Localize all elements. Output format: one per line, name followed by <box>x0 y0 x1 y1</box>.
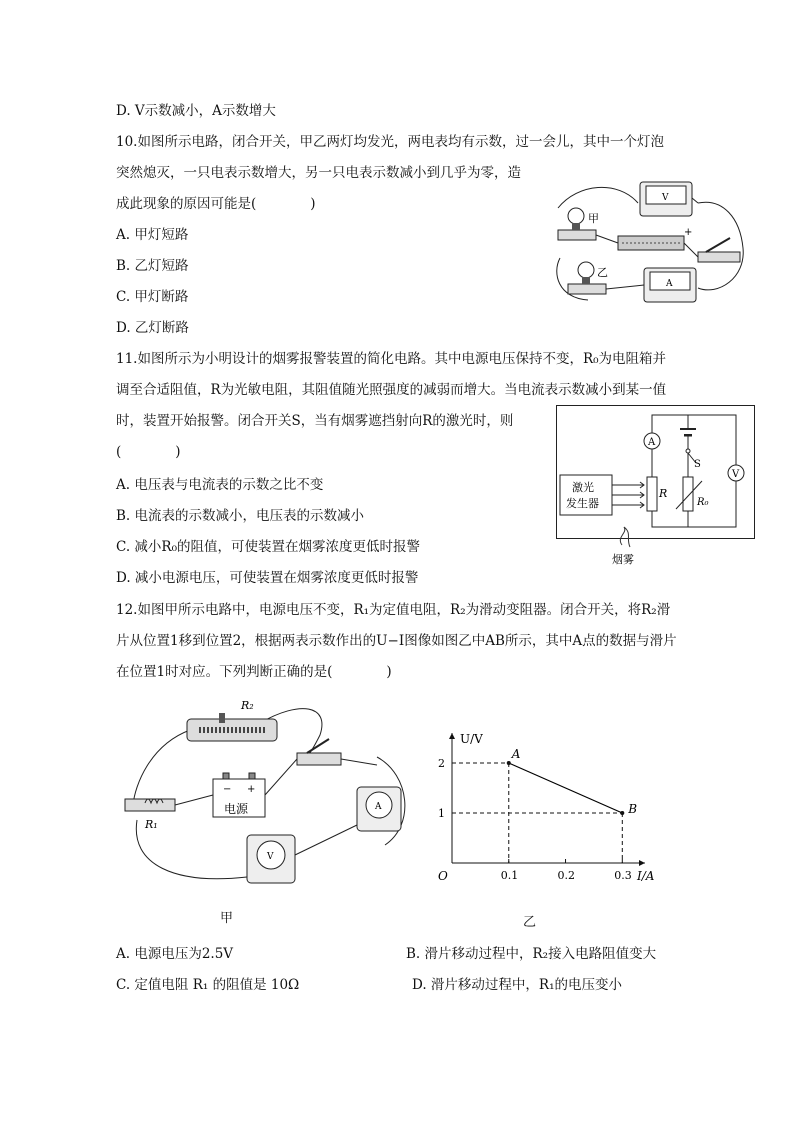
switch-icon <box>698 238 740 262</box>
r2-label: R₂ <box>241 699 254 712</box>
q11-stem-line3: 时，装置开始报警。闭合开关S，当有烟雾遮挡射向R的激光时，则 <box>116 413 514 429</box>
rheostat-r2 <box>187 713 277 741</box>
data-point-b <box>620 811 624 815</box>
plus-sign: + <box>684 227 693 238</box>
q11-option-d: D. 减小电源电压，可使装置在烟雾浓度更低时报警 <box>116 570 419 586</box>
origin-label: O <box>438 869 448 883</box>
q10-option-c: C. 甲灯断路 <box>116 289 189 305</box>
laser-label-2: 发生器 <box>566 497 599 510</box>
point-label-a: A <box>511 747 521 761</box>
y-tick-label: 1 <box>438 807 445 820</box>
x-tick-label: 0.2 <box>557 869 576 882</box>
q12-option-a: A. 电源电压为2.5V <box>116 946 234 962</box>
ammeter-label: A <box>666 279 673 289</box>
x-axis-label: I/A <box>637 869 655 883</box>
q12-option-c: C. 定值电阻 R₁ 的阻值是 10Ω <box>116 977 300 993</box>
figure-jia-caption: 甲 <box>220 911 234 926</box>
lamp-jia-label: 甲 <box>588 212 599 225</box>
photoresistor-r <box>647 477 657 511</box>
plus-sign: + <box>247 784 256 795</box>
q10-stem-line3: 成此现象的原因可能是( ) <box>116 196 316 212</box>
y-axis-label: U/V <box>460 732 483 746</box>
q10-stem-line1: 10.如图所示电路，闭合开关，甲乙两灯均发光，两电表均有示数，过一会儿，其中一个灯泡 <box>116 134 664 150</box>
q12-stem-line2: 片从位置1移到位置2，根据两表示数作出的U−I图像如图乙中AB所示，其中A点的数据与滑片 <box>116 633 677 649</box>
laser-label-1: 激光 <box>572 481 594 494</box>
q11-stem-line4: ( ) <box>116 444 181 460</box>
voltmeter-label: V <box>267 852 274 862</box>
q12-option-d: D. 滑片移动过程中，R₁的电压变小 <box>412 977 623 993</box>
q11-option-a: A. 电压表与电流表的示数之比不变 <box>116 477 324 493</box>
q12-stem-line3: 在位置1时对应。下列判断正确的是( ) <box>116 664 392 680</box>
figure-yi-caption: 乙 <box>523 915 537 930</box>
q11-stem-line2: 调至合适阻值，R为光敏电阻，其阻值随光照强度的减弱而增大。当电流表示数减小到某一值 <box>116 382 667 398</box>
q10-option-b: B. 乙灯短路 <box>116 258 189 274</box>
point-label-b: B <box>628 802 638 816</box>
voltmeter-label: V <box>662 193 669 203</box>
r1-label: R₁ <box>145 818 158 831</box>
q9-option-d: D. V示数减小，A示数增大 <box>116 103 276 119</box>
smoke-label: 烟雾 <box>612 553 634 566</box>
q11-option-b: B. 电流表的示数减小，电压表的示数减小 <box>116 508 365 524</box>
battery-block <box>618 236 684 250</box>
q10-stem-line2: 突然熄灭，一只电表示数增大，另一只电表示数减小到几乎为零，造 <box>116 165 521 181</box>
resistor-box-r0 <box>683 477 693 511</box>
switch-icon <box>297 739 341 765</box>
q11-option-c: C. 减小R₀的阻值，可使装置在烟雾浓度更低时报警 <box>116 539 421 555</box>
q12-stem-line1: 12.如图甲所示电路中，电源电压不变，R₁为定值电阻，R₂为滑动变阻器。闭合开关，将R₂滑 <box>116 602 671 618</box>
x-tick-label: 0.3 <box>614 869 632 882</box>
q10-circuit-figure <box>548 178 748 308</box>
q12-option-b: B. 滑片移动过程中，R₂接入电路阻值变大 <box>406 946 657 962</box>
series-line-ab <box>509 763 623 813</box>
ammeter-label: A <box>375 802 382 812</box>
lamp-yi-label: 乙 <box>597 266 608 279</box>
q12-circuit-jia <box>115 695 420 910</box>
q11-stem-line1: 11.如图所示为小明设计的烟雾报警装置的简化电路。其中电源电压保持不变，R₀为电阻箱并 <box>116 351 667 367</box>
resistor-r1 <box>125 799 175 811</box>
r-label: R <box>659 487 668 500</box>
ammeter-label: A <box>648 437 656 448</box>
q11-alarm-circuit <box>556 405 756 570</box>
source-label: 电源 <box>224 802 249 816</box>
y-tick-label: 2 <box>438 757 445 770</box>
r0-label: R₀ <box>697 497 709 508</box>
minus-sign: − <box>223 784 232 795</box>
q10-option-a: A. 甲灯短路 <box>116 227 189 243</box>
x-tick-label: 0.1 <box>500 869 519 882</box>
q12-ui-graph <box>430 725 665 895</box>
switch-label: S <box>694 459 701 470</box>
voltmeter-label: V <box>732 469 740 480</box>
q10-option-d: D. 乙灯断路 <box>116 320 189 336</box>
data-point-a <box>507 761 511 765</box>
